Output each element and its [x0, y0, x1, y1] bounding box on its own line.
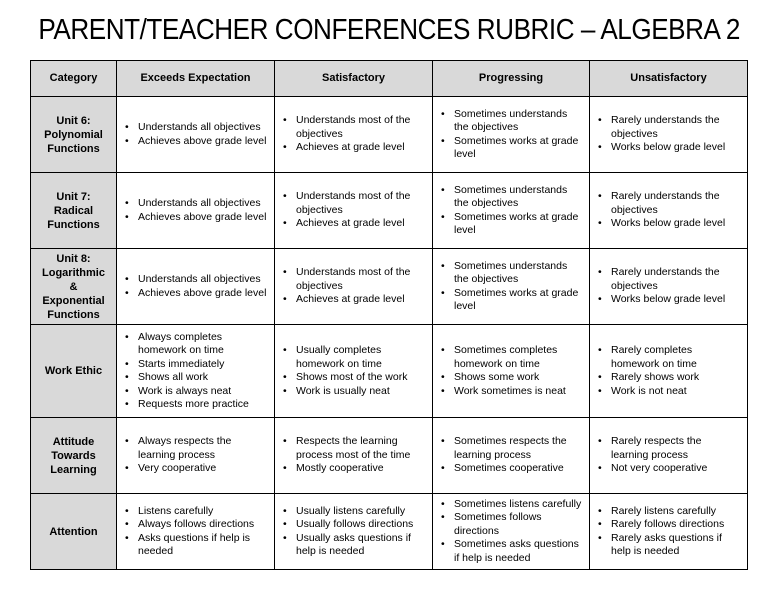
exceeds-cell — [117, 97, 275, 173]
criteria-item: • Sometimes completes homework on time — [437, 344, 583, 371]
criteria-item: • Shows some work — [437, 371, 583, 385]
criteria-item: • Achieves above grade level — [121, 211, 268, 225]
criteria-item: • Understands most of the objectives — [279, 114, 426, 141]
column-header-category: Category — [31, 61, 117, 97]
criteria-item: • Respects the learning process most of the time — [279, 435, 426, 462]
criteria-list — [594, 435, 741, 476]
satisfactory-cell — [275, 418, 433, 494]
criteria-item: • Achieves at grade level — [279, 293, 426, 307]
criteria-item: • Understands all objectives — [121, 197, 268, 211]
criteria-item: • Rarely completes homework on time — [594, 344, 741, 371]
criteria-item: • Usually follows directions — [279, 518, 426, 532]
column-header-progressing: Progressing — [433, 61, 590, 97]
exceeds-cell — [117, 494, 275, 570]
column-header-unsatisfactory: Unsatisfactory — [590, 61, 748, 97]
criteria-item: • Always follows directions — [121, 518, 268, 532]
criteria-list — [279, 114, 426, 155]
table-row — [31, 97, 748, 173]
unsatisfactory-cell — [590, 173, 748, 249]
criteria-item: • Work sometimes is neat — [437, 385, 583, 399]
criteria-item: • Achieves at grade level — [279, 141, 426, 155]
criteria-item: • Sometimes understands the objectives — [437, 260, 583, 287]
criteria-item: • Sometimes follows directions — [437, 511, 583, 538]
criteria-list — [594, 190, 741, 231]
criteria-list — [437, 260, 583, 314]
table-row — [31, 418, 748, 494]
criteria-item: • Sometimes cooperative — [437, 462, 583, 476]
table-row — [31, 494, 748, 570]
criteria-item: • Rarely understands the objectives — [594, 190, 741, 217]
rubric-table — [30, 60, 748, 570]
criteria-item: • Mostly cooperative — [279, 462, 426, 476]
unsatisfactory-cell — [590, 418, 748, 494]
criteria-list — [279, 266, 426, 307]
criteria-list — [594, 505, 741, 559]
criteria-item: • Work is not neat — [594, 385, 741, 399]
criteria-item: • Not very cooperative — [594, 462, 741, 476]
criteria-item: • Rarely asks questions if help is needed — [594, 532, 741, 559]
unsatisfactory-cell — [590, 97, 748, 173]
unsatisfactory-cell — [590, 325, 748, 418]
criteria-item: • Listens carefully — [121, 505, 268, 519]
criteria-item: • Works below grade level — [594, 141, 741, 155]
criteria-item: • Usually listens carefully — [279, 505, 426, 519]
category-cell: Unit 8: Logarithmic & Exponential Functions — [31, 249, 117, 325]
column-header-exceeds: Exceeds Expectation — [117, 61, 275, 97]
exceeds-cell — [117, 249, 275, 325]
criteria-item: • Starts immediately — [121, 358, 268, 372]
criteria-item: • Achieves above grade level — [121, 135, 268, 149]
criteria-item: • Rarely follows directions — [594, 518, 741, 532]
exceeds-cell — [117, 418, 275, 494]
progressing-cell — [433, 173, 590, 249]
criteria-item: • Rarely shows work — [594, 371, 741, 385]
criteria-item: • Rarely listens carefully — [594, 505, 741, 519]
column-header-satisfactory: Satisfactory — [275, 61, 433, 97]
criteria-list — [121, 331, 268, 412]
category-cell: Attitude Towards Learning — [31, 418, 117, 494]
progressing-cell — [433, 325, 590, 418]
criteria-item: • Works below grade level — [594, 293, 741, 307]
criteria-item: • Always completes homework on time — [121, 331, 268, 358]
criteria-item: • Works below grade level — [594, 217, 741, 231]
header-row — [31, 61, 748, 97]
category-cell: Attention — [31, 494, 117, 570]
criteria-list — [594, 266, 741, 307]
table-row — [31, 249, 748, 325]
criteria-list — [121, 197, 268, 224]
satisfactory-cell — [275, 249, 433, 325]
criteria-item: • Usually completes homework on time — [279, 344, 426, 371]
exceeds-cell — [117, 325, 275, 418]
exceeds-cell — [117, 173, 275, 249]
criteria-list — [279, 190, 426, 231]
criteria-item: • Asks questions if help is needed — [121, 532, 268, 559]
criteria-item: • Sometimes listens carefully — [437, 498, 583, 512]
criteria-list — [594, 114, 741, 155]
criteria-list — [437, 435, 583, 476]
criteria-item: • Understands most of the objectives — [279, 266, 426, 293]
progressing-cell — [433, 249, 590, 325]
criteria-item: • Rarely understands the objectives — [594, 266, 741, 293]
satisfactory-cell — [275, 325, 433, 418]
criteria-list — [437, 184, 583, 238]
criteria-list — [121, 273, 268, 300]
criteria-list — [279, 435, 426, 476]
unsatisfactory-cell — [590, 494, 748, 570]
criteria-item: • Achieves above grade level — [121, 287, 268, 301]
criteria-item: • Sometimes works at grade level — [437, 211, 583, 238]
progressing-cell — [433, 494, 590, 570]
progressing-cell — [433, 418, 590, 494]
criteria-item: • Sometimes asks questions if help is needed — [437, 538, 583, 565]
criteria-list — [437, 108, 583, 162]
page-title: PARENT/TEACHER CONFERENCES RUBRIC – ALGEBRA 2 — [38, 14, 740, 46]
criteria-item: • Always respects the learning process — [121, 435, 268, 462]
criteria-item: • Very cooperative — [121, 462, 268, 476]
criteria-item: • Rarely understands the objectives — [594, 114, 741, 141]
criteria-list — [121, 505, 268, 559]
criteria-item: • Usually asks questions if help is needed — [279, 532, 426, 559]
table-row — [31, 173, 748, 249]
category-cell: Unit 6: Polynomial Functions — [31, 97, 117, 173]
criteria-list — [121, 435, 268, 476]
criteria-item: • Sometimes understands the objectives — [437, 184, 583, 211]
unsatisfactory-cell — [590, 249, 748, 325]
satisfactory-cell — [275, 173, 433, 249]
criteria-item: • Sometimes understands the objectives — [437, 108, 583, 135]
criteria-list — [437, 498, 583, 566]
criteria-item: • Sometimes respects the learning process — [437, 435, 583, 462]
criteria-item: • Requests more practice — [121, 398, 268, 412]
criteria-list — [437, 344, 583, 398]
satisfactory-cell — [275, 494, 433, 570]
category-cell: Work Ethic — [31, 325, 117, 418]
criteria-item: • Understands all objectives — [121, 273, 268, 287]
criteria-item: • Achieves at grade level — [279, 217, 426, 231]
satisfactory-cell — [275, 97, 433, 173]
criteria-list — [279, 344, 426, 398]
criteria-list — [594, 344, 741, 398]
category-cell: Unit 7: Radical Functions — [31, 173, 117, 249]
criteria-list — [121, 121, 268, 148]
criteria-item: • Shows all work — [121, 371, 268, 385]
criteria-item: • Sometimes works at grade level — [437, 135, 583, 162]
progressing-cell — [433, 97, 590, 173]
criteria-list — [279, 505, 426, 559]
criteria-item: • Rarely respects the learning process — [594, 435, 741, 462]
criteria-item: • Work is usually neat — [279, 385, 426, 399]
criteria-item: • Understands all objectives — [121, 121, 268, 135]
criteria-item: • Understands most of the objectives — [279, 190, 426, 217]
criteria-item: • Shows most of the work — [279, 371, 426, 385]
table-row — [31, 325, 748, 418]
criteria-item: • Work is always neat — [121, 385, 268, 399]
criteria-item: • Sometimes works at grade level — [437, 287, 583, 314]
